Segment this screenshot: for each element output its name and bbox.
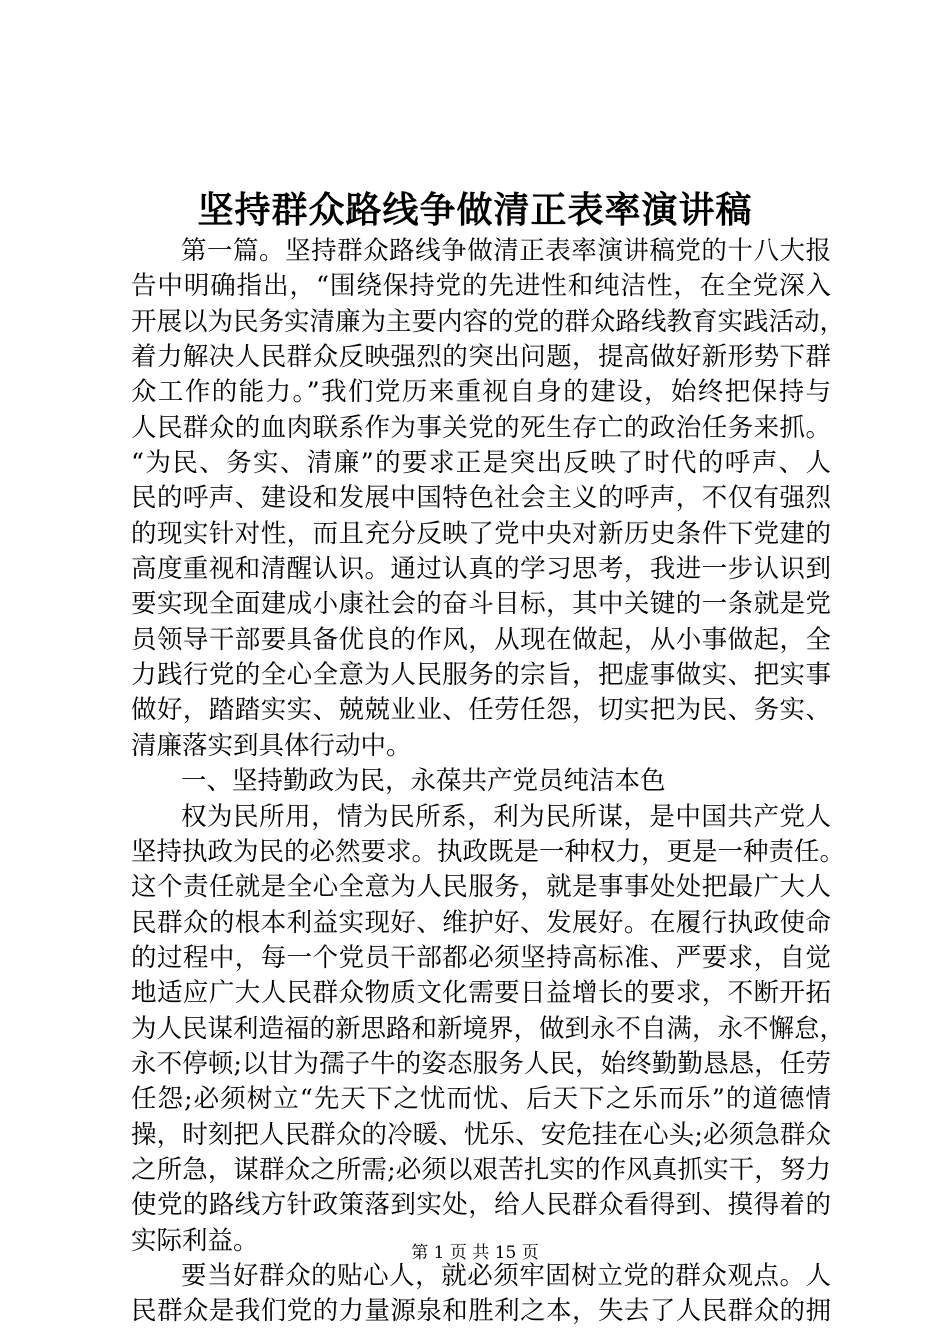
paragraph-line: “为民、务实、清廉”的要求正是突出反映了时代的呼声、人 <box>131 448 831 479</box>
page-number: 第 1 页 共 15 页 <box>411 1243 539 1263</box>
paragraph-line: 做好，踏踏实实、兢兢业业、任劳任怨，切实把为民、务实、 <box>131 695 831 726</box>
paragraph-line: 高度重视和清醒认识。通过认真的学习思考，我进一步认识到 <box>131 554 831 585</box>
paragraph-line: 使党的路线方针政策落到实处，给人民群众看得到、摸得着的 <box>131 1190 831 1221</box>
paragraph-line: 民群众的根本利益实现好、维护好、发展好。在履行执政使命 <box>131 907 831 938</box>
paragraph-line: 的现实针对性，而且充分反映了党中央对新历史条件下党建的 <box>131 518 831 549</box>
paragraph-line: 清廉落实到具体行动中。 <box>131 730 412 761</box>
paragraph-line: 实际利益。 <box>131 1225 259 1256</box>
paragraph-line: 民的呼声、建设和发展中国特色社会主义的呼声，不仅有强烈 <box>131 483 831 514</box>
paragraph-line: 操，时刻把人民群众的冷暖、忧乐、安危挂在心头;必须急群众 <box>131 1119 831 1150</box>
paragraph-line: 坚持执政为民的必然要求。执政既是一种权力，更是一种责任。 <box>131 836 846 867</box>
paragraph-line: 员领导干部要具备优良的作风，从现在做起，从小事做起，全 <box>131 624 831 655</box>
paragraph-line: 地适应广大人民群众物质文化需要日益增长的要求，不断开拓 <box>131 978 831 1009</box>
paragraph-line: 着力解决人民群众反映强烈的突出问题，提高做好新形势下群 <box>131 342 831 373</box>
paragraph-line: 力践行党的全心全意为人民服务的宗旨，把虚事做实、把实事 <box>131 660 831 691</box>
paragraph-line: 任怨;必须树立“先天下之忧而忧、后天下之乐而乐”的道德情 <box>131 1084 831 1115</box>
paragraph-line: 第一篇。坚持群众路线争做清正表率演讲稿党的十八大报 <box>181 236 831 266</box>
paragraph-line: 这个责任就是全心全意为人民服务，就是事事处处把最广大人 <box>131 872 831 903</box>
document-body <box>131 234 846 1330</box>
paragraph-line: 之所急，谋群众之所需;必须以艰苦扎实的作风真抓实干，努力 <box>131 1154 831 1185</box>
paragraph-line: 众工作的能力。”我们党历来重视自身的建设，始终把保持与 <box>131 377 831 408</box>
paragraph-line: 要当好群众的贴心人，就必须牢固树立党的群众观点。人 <box>181 1260 831 1291</box>
paragraph-line: 永不停顿;以甘为孺子牛的姿态服务人民，始终勤勤恳恳，任劳 <box>131 1048 831 1079</box>
section-heading: 一、坚持勤政为民，永葆共产党员纯洁本色 <box>181 766 666 797</box>
paragraph-line: 人民群众的血肉联系作为事关党的死生存亡的政治任务来抓。 <box>131 412 831 443</box>
paragraph-line: 的过程中，每一个党员干部都必须坚持高标准、严要求，自觉 <box>131 942 831 973</box>
paragraph-line: 民群众是我们党的力量源泉和胜利之本，失去了人民群众的拥 <box>131 1296 831 1327</box>
paragraph-line: 权为民所用，情为民所系，利为民所谋，是中国共产党人 <box>181 801 831 832</box>
paragraph-line: 开展以为民务实清廉为主要内容的党的群众路线教育实践活动， <box>131 306 846 337</box>
paragraph-line: 为人民谋利造福的新思路和新境界，做到永不自满，永不懈怠， <box>131 1013 846 1044</box>
paragraph-line: 要实现全面建成小康社会的奋斗目标，其中关键的一条就是党 <box>131 589 831 620</box>
document-title: 坚持群众路线争做清正表率演讲稿 <box>197 189 753 231</box>
paragraph-line: 告中明确指出，“围绕保持党的先进性和纯洁性，在全党深入 <box>131 271 831 302</box>
